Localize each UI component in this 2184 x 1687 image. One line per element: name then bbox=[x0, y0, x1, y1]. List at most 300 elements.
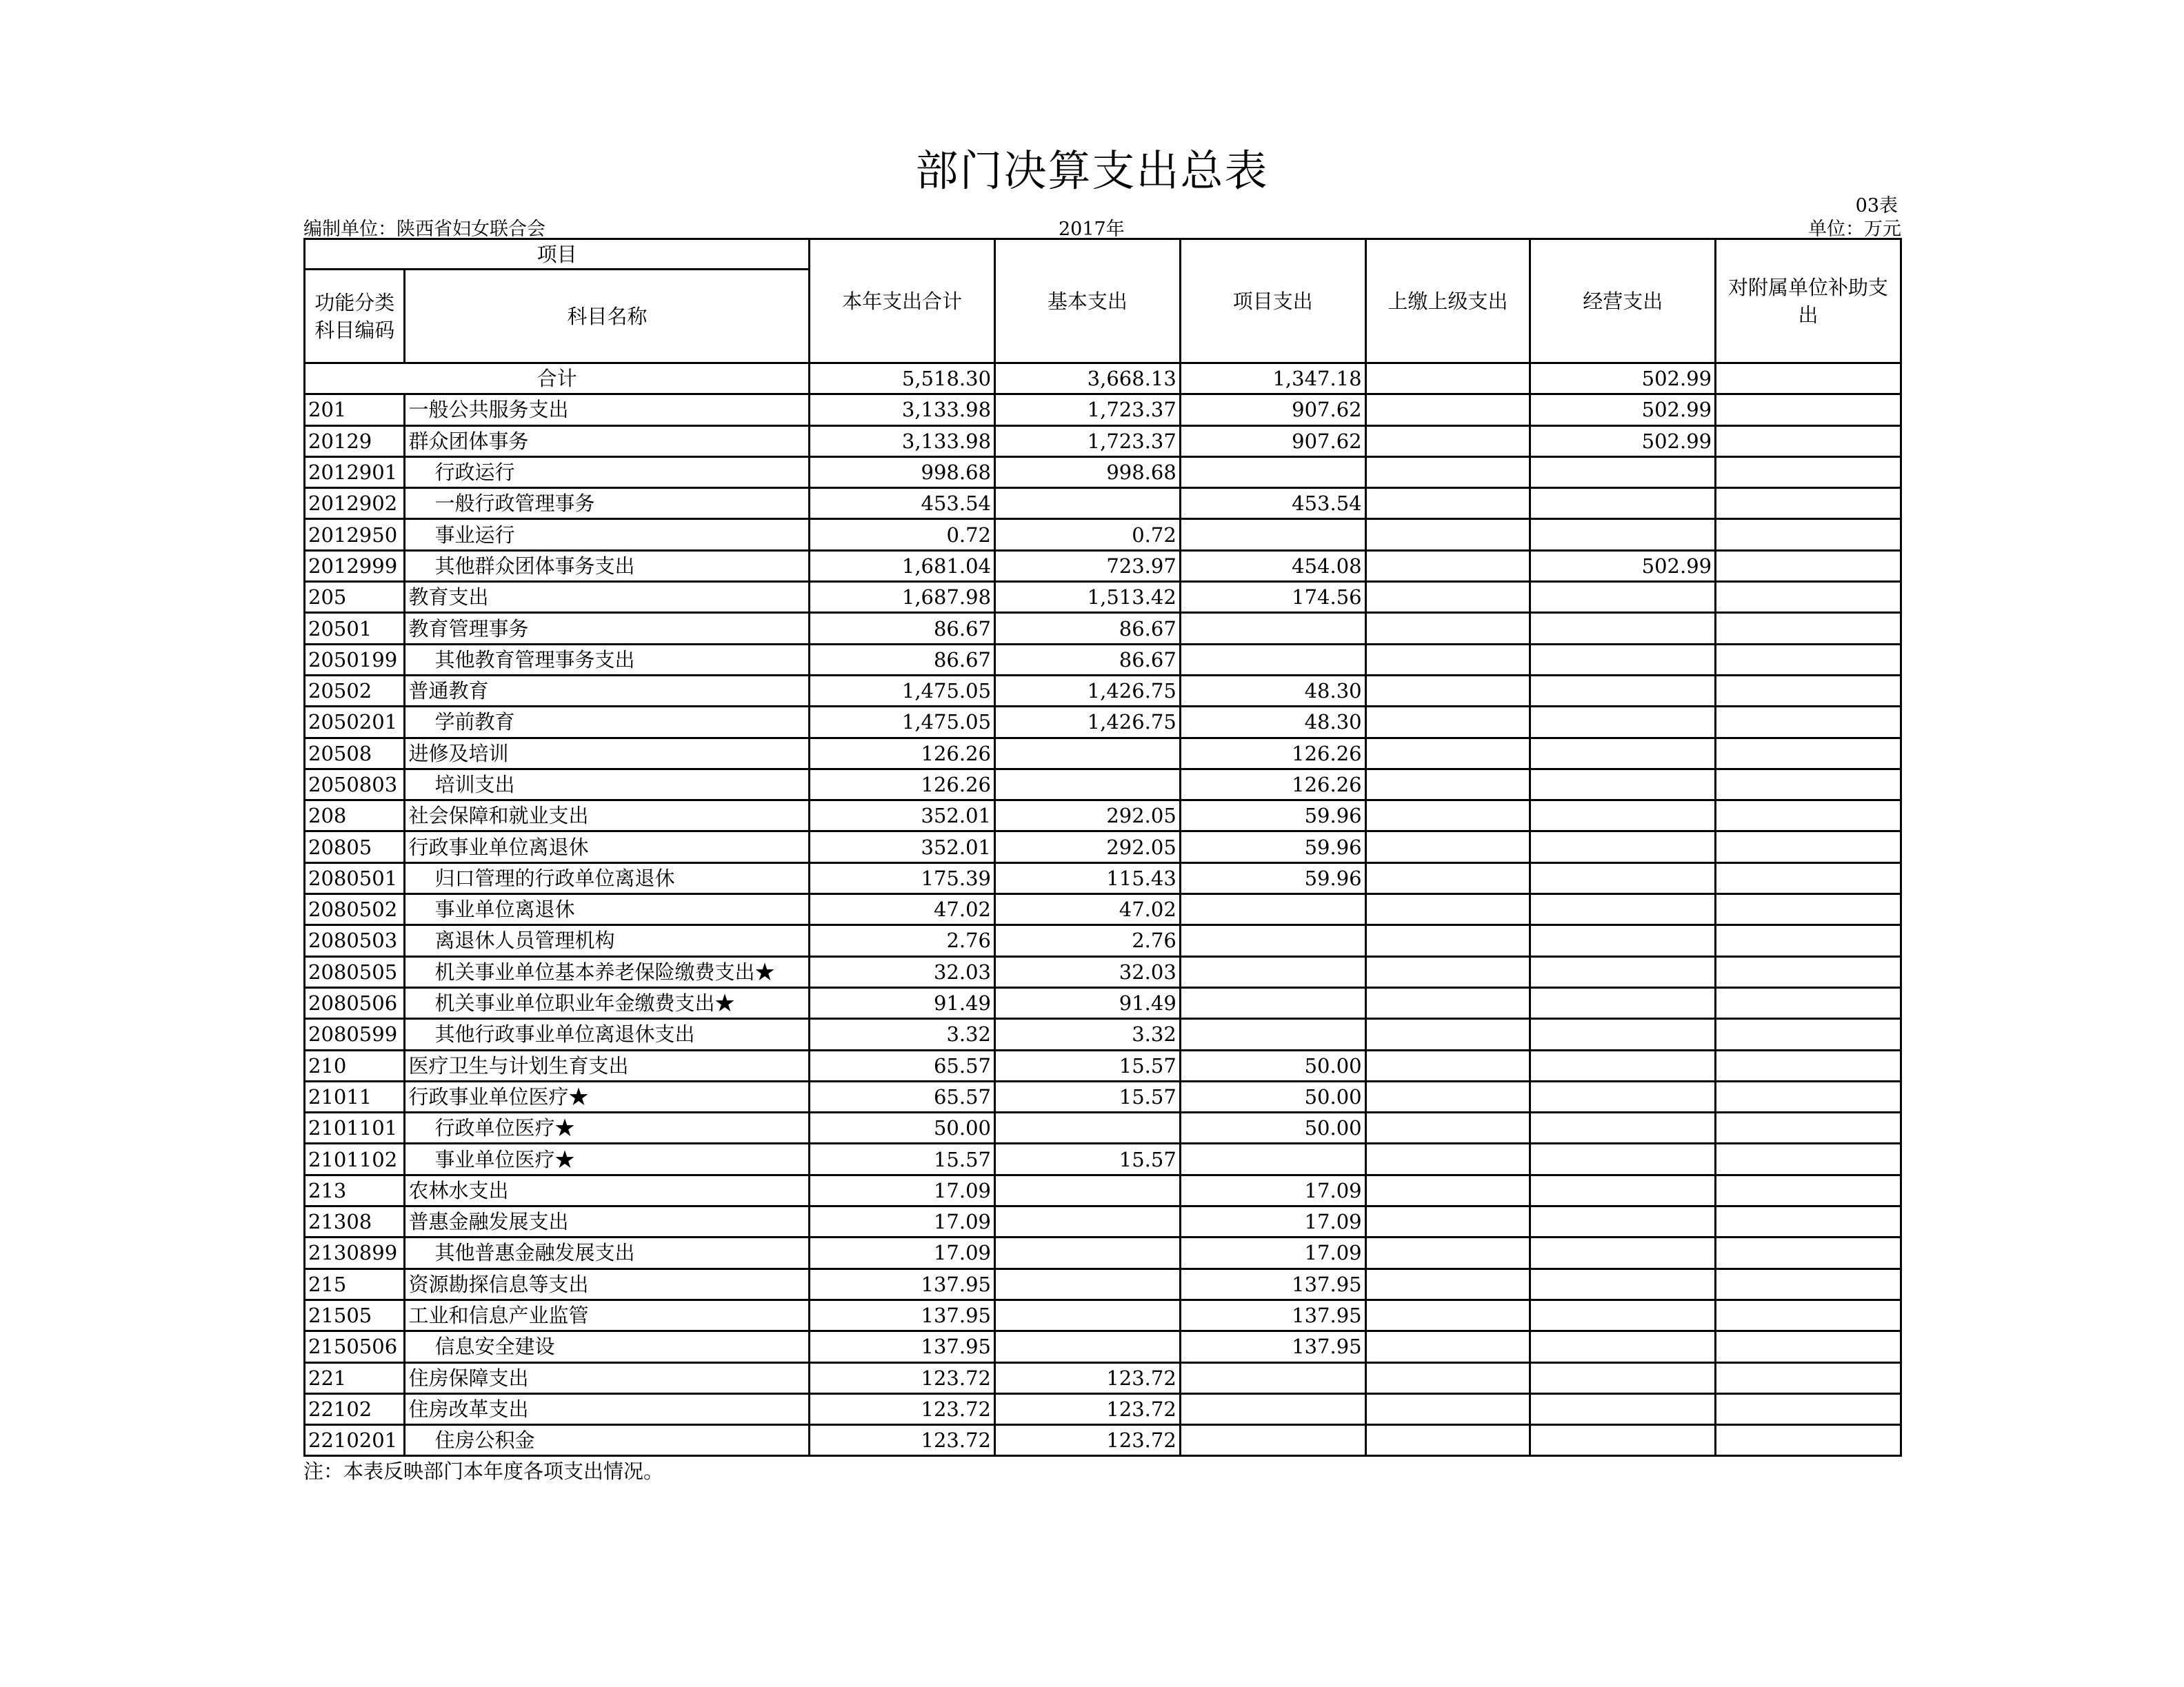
cell-upper bbox=[1365, 1393, 1530, 1424]
table-row bbox=[305, 1300, 1901, 1331]
cell-subsidy bbox=[1716, 1362, 1901, 1393]
cell-basic: 123.72 bbox=[995, 1393, 1181, 1424]
table-body bbox=[305, 363, 1901, 1456]
cell-name: 教育管理事务 bbox=[405, 613, 810, 644]
cell-name: 一般公共服务支出 bbox=[405, 394, 810, 425]
cell-project: 59.96 bbox=[1180, 831, 1365, 862]
cell-business bbox=[1530, 1113, 1716, 1144]
cell-project bbox=[1180, 1019, 1365, 1050]
cell-total: 137.95 bbox=[810, 1300, 995, 1331]
cell-business bbox=[1530, 1425, 1716, 1456]
cell-name: 培训支出 bbox=[405, 769, 810, 800]
cell-total: 352.01 bbox=[810, 831, 995, 862]
cell-upper bbox=[1365, 925, 1530, 956]
cell-basic: 91.49 bbox=[995, 987, 1181, 1018]
cell-subsidy bbox=[1716, 956, 1901, 987]
cell-business bbox=[1530, 894, 1716, 925]
table-row bbox=[305, 488, 1901, 519]
cell-basic: 2.76 bbox=[995, 925, 1181, 956]
cell-total: 1,687.98 bbox=[810, 582, 995, 613]
cell-total: 137.95 bbox=[810, 1269, 995, 1300]
table-row bbox=[305, 769, 1901, 800]
header-total: 本年支出合计 bbox=[810, 239, 995, 363]
cell-project: 59.96 bbox=[1180, 862, 1365, 893]
cell-subsidy bbox=[1716, 987, 1901, 1018]
cell-upper bbox=[1365, 831, 1530, 862]
cell-total: 47.02 bbox=[810, 894, 995, 925]
cell-total: 86.67 bbox=[810, 644, 995, 675]
cell-basic: 47.02 bbox=[995, 894, 1181, 925]
cell-name: 机关事业单位职业年金缴费支出★ bbox=[405, 987, 810, 1018]
cell-business bbox=[1530, 925, 1716, 956]
cell-basic: 123.72 bbox=[995, 1362, 1181, 1393]
cell-project bbox=[1180, 644, 1365, 675]
cell-total: 126.26 bbox=[810, 738, 995, 769]
cell-project bbox=[1180, 1425, 1365, 1456]
cell-basic: 86.67 bbox=[995, 613, 1181, 644]
cell-total: 1,681.04 bbox=[810, 550, 995, 581]
table-row bbox=[305, 1206, 1901, 1238]
cell-name: 资源勘探信息等支出 bbox=[405, 1269, 810, 1300]
cell-basic: 1,426.75 bbox=[995, 675, 1181, 706]
cell-business bbox=[1530, 488, 1716, 519]
cell-business: 502.99 bbox=[1530, 394, 1716, 425]
cell-project bbox=[1180, 894, 1365, 925]
table-row bbox=[305, 1331, 1901, 1362]
table-row bbox=[305, 925, 1901, 956]
cell-subsidy bbox=[1716, 862, 1901, 893]
cell-code: 2080501 bbox=[305, 862, 405, 893]
header-business: 经营支出 bbox=[1530, 239, 1716, 363]
table-row bbox=[305, 675, 1901, 706]
cell-subsidy bbox=[1716, 675, 1901, 706]
cell-basic bbox=[995, 1206, 1181, 1238]
cell-name: 事业单位离退休 bbox=[405, 894, 810, 925]
cell-name: 其他普惠金融发展支出 bbox=[405, 1238, 810, 1269]
cell-name: 信息安全建设 bbox=[405, 1331, 810, 1362]
cell-project: 174.56 bbox=[1180, 582, 1365, 613]
cell-subsidy bbox=[1716, 582, 1901, 613]
table-row bbox=[305, 582, 1901, 613]
page-title: 部门决算支出总表 bbox=[915, 145, 1269, 196]
cell-total: 65.57 bbox=[810, 1081, 995, 1112]
table-row bbox=[305, 1081, 1901, 1112]
cell-code: 20501 bbox=[305, 613, 405, 644]
cell-upper bbox=[1365, 987, 1530, 1018]
cell-basic: 1,426.75 bbox=[995, 707, 1181, 738]
cell-upper bbox=[1365, 519, 1530, 550]
cell-code: 2080506 bbox=[305, 987, 405, 1018]
table-row bbox=[305, 894, 1901, 925]
cell-subsidy bbox=[1716, 644, 1901, 675]
cell-basic: 15.57 bbox=[995, 1050, 1181, 1081]
cell-subsidy bbox=[1716, 831, 1901, 862]
cell-total: 0.72 bbox=[810, 519, 995, 550]
cell-upper bbox=[1365, 1425, 1530, 1456]
cell-upper bbox=[1365, 1019, 1530, 1050]
table-row bbox=[305, 1362, 1901, 1393]
cell-business: 502.99 bbox=[1530, 550, 1716, 581]
cell-project bbox=[1180, 456, 1365, 487]
cell-business bbox=[1530, 1331, 1716, 1362]
cell-code: 2150506 bbox=[305, 1331, 405, 1362]
cell-project bbox=[1180, 925, 1365, 956]
cell-upper bbox=[1365, 956, 1530, 987]
cell-name: 农林水支出 bbox=[405, 1175, 810, 1206]
cell-name: 社会保障和就业支出 bbox=[405, 800, 810, 831]
cell-project: 50.00 bbox=[1180, 1113, 1365, 1144]
table-number: 03表 bbox=[1855, 195, 1898, 216]
cell-upper bbox=[1365, 1238, 1530, 1269]
cell-subsidy bbox=[1716, 769, 1901, 800]
cell-project bbox=[1180, 1144, 1365, 1175]
cell-total: 123.72 bbox=[810, 1393, 995, 1424]
cell-name: 学前教育 bbox=[405, 707, 810, 738]
cell-business bbox=[1530, 519, 1716, 550]
cell-code: 2101101 bbox=[305, 1113, 405, 1144]
cell-total: 1,475.05 bbox=[810, 675, 995, 706]
report-meta bbox=[303, 214, 1901, 240]
cell-total: 3.32 bbox=[810, 1019, 995, 1050]
cell-basic: 3,668.13 bbox=[995, 363, 1181, 394]
cell-project: 907.62 bbox=[1180, 425, 1365, 456]
cell-basic: 1,513.42 bbox=[995, 582, 1181, 613]
cell-basic bbox=[995, 769, 1181, 800]
cell-subsidy bbox=[1716, 1331, 1901, 1362]
cell-upper bbox=[1365, 550, 1530, 581]
table-row bbox=[305, 644, 1901, 675]
cell-project: 137.95 bbox=[1180, 1331, 1365, 1362]
cell-total: 123.72 bbox=[810, 1425, 995, 1456]
cell-name: 普通教育 bbox=[405, 675, 810, 706]
cell-total: 5,518.30 bbox=[810, 363, 995, 394]
cell-name: 行政事业单位医疗★ bbox=[405, 1081, 810, 1112]
cell-project: 17.09 bbox=[1180, 1175, 1365, 1206]
table-row bbox=[305, 1238, 1901, 1269]
cell-total: 65.57 bbox=[810, 1050, 995, 1081]
table-row bbox=[305, 425, 1901, 456]
cell-total: 3,133.98 bbox=[810, 425, 995, 456]
cell-business bbox=[1530, 1019, 1716, 1050]
cell-total: 175.39 bbox=[810, 862, 995, 893]
cell-code: 201 bbox=[305, 394, 405, 425]
cell-subsidy bbox=[1716, 456, 1901, 487]
cell-name: 离退休人员管理机构 bbox=[405, 925, 810, 956]
cell-business bbox=[1530, 613, 1716, 644]
cell-subsidy bbox=[1716, 800, 1901, 831]
cell-project: 1,347.18 bbox=[1180, 363, 1365, 394]
cell-upper bbox=[1365, 1050, 1530, 1081]
table-row bbox=[305, 956, 1901, 987]
cell-business bbox=[1530, 800, 1716, 831]
cell-basic: 86.67 bbox=[995, 644, 1181, 675]
cell-basic bbox=[995, 738, 1181, 769]
cell-basic bbox=[995, 1113, 1181, 1144]
cell-business bbox=[1530, 1081, 1716, 1112]
cell-code: 2012999 bbox=[305, 550, 405, 581]
cell-name: 事业运行 bbox=[405, 519, 810, 550]
table-row bbox=[305, 550, 1901, 581]
cell-basic: 292.05 bbox=[995, 831, 1181, 862]
cell-project: 50.00 bbox=[1180, 1050, 1365, 1081]
cell-name: 住房保障支出 bbox=[405, 1362, 810, 1393]
cell-business bbox=[1530, 456, 1716, 487]
cell-upper bbox=[1365, 675, 1530, 706]
cell-project bbox=[1180, 987, 1365, 1018]
cell-basic bbox=[995, 1331, 1181, 1362]
cell-basic: 15.57 bbox=[995, 1081, 1181, 1112]
cell-code: 2080503 bbox=[305, 925, 405, 956]
cell-basic: 0.72 bbox=[995, 519, 1181, 550]
table-row bbox=[305, 738, 1901, 769]
cell-subsidy bbox=[1716, 1175, 1901, 1206]
cell-code: 20129 bbox=[305, 425, 405, 456]
header-code: 功能分类科目编码 bbox=[305, 270, 405, 363]
table-row bbox=[305, 519, 1901, 550]
cell-total: 50.00 bbox=[810, 1113, 995, 1144]
cell-basic: 115.43 bbox=[995, 862, 1181, 893]
cell-basic: 1,723.37 bbox=[995, 425, 1181, 456]
cell-code: 2080599 bbox=[305, 1019, 405, 1050]
cell-code: 2012902 bbox=[305, 488, 405, 519]
cell-upper bbox=[1365, 800, 1530, 831]
cell-total: 1,475.05 bbox=[810, 707, 995, 738]
cell-subsidy bbox=[1716, 1144, 1901, 1175]
cell-business bbox=[1530, 1206, 1716, 1238]
cell-subsidy bbox=[1716, 738, 1901, 769]
cell-code: 2050803 bbox=[305, 769, 405, 800]
header-item: 项目 bbox=[305, 239, 810, 270]
cell-project bbox=[1180, 1393, 1365, 1424]
cell-name: 机关事业单位基本养老保险缴费支出★ bbox=[405, 956, 810, 987]
cell-code: 21011 bbox=[305, 1081, 405, 1112]
cell-basic bbox=[995, 488, 1181, 519]
cell-upper bbox=[1365, 425, 1530, 456]
cell-name: 进修及培训 bbox=[405, 738, 810, 769]
cell-subsidy bbox=[1716, 1393, 1901, 1424]
cell-business bbox=[1530, 707, 1716, 738]
cell-basic: 32.03 bbox=[995, 956, 1181, 987]
cell-code: 205 bbox=[305, 582, 405, 613]
cell-project: 59.96 bbox=[1180, 800, 1365, 831]
cell-name: 一般行政管理事务 bbox=[405, 488, 810, 519]
cell-name: 群众团体事务 bbox=[405, 425, 810, 456]
cell-project bbox=[1180, 519, 1365, 550]
table-row bbox=[305, 456, 1901, 487]
table-row bbox=[305, 800, 1901, 831]
cell-project: 126.26 bbox=[1180, 738, 1365, 769]
cell-code: 221 bbox=[305, 1362, 405, 1393]
cell-project: 48.30 bbox=[1180, 675, 1365, 706]
cell-project: 453.54 bbox=[1180, 488, 1365, 519]
cell-upper bbox=[1365, 613, 1530, 644]
cell-project: 137.95 bbox=[1180, 1269, 1365, 1300]
cell-subsidy bbox=[1716, 894, 1901, 925]
cell-code: 2050201 bbox=[305, 707, 405, 738]
cell-code: 210 bbox=[305, 1050, 405, 1081]
expenditure-table bbox=[303, 238, 1902, 1457]
cell-upper bbox=[1365, 1113, 1530, 1144]
cell-code: 2210201 bbox=[305, 1425, 405, 1456]
cell-name: 教育支出 bbox=[405, 582, 810, 613]
header-upper: 上缴上级支出 bbox=[1365, 239, 1530, 363]
cell-business bbox=[1530, 1362, 1716, 1393]
cell-name: 其他群众团体事务支出 bbox=[405, 550, 810, 581]
cell-total: 123.72 bbox=[810, 1362, 995, 1393]
cell-total: 86.67 bbox=[810, 613, 995, 644]
table-row bbox=[305, 1425, 1901, 1456]
cell-code: 2012901 bbox=[305, 456, 405, 487]
cell-business bbox=[1530, 1238, 1716, 1269]
cell-business bbox=[1530, 1050, 1716, 1081]
cell-project: 454.08 bbox=[1180, 550, 1365, 581]
cell-subsidy bbox=[1716, 1300, 1901, 1331]
table-row bbox=[305, 1269, 1901, 1300]
table-row bbox=[305, 831, 1901, 862]
table-row bbox=[305, 1144, 1901, 1175]
cell-business bbox=[1530, 675, 1716, 706]
cell-upper bbox=[1365, 1331, 1530, 1362]
cell-subsidy bbox=[1716, 488, 1901, 519]
cell-basic: 123.72 bbox=[995, 1425, 1181, 1456]
cell-subsidy bbox=[1716, 363, 1901, 394]
table-row bbox=[305, 987, 1901, 1018]
cell-code: 21308 bbox=[305, 1206, 405, 1238]
cell-name: 其他教育管理事务支出 bbox=[405, 644, 810, 675]
cell-upper bbox=[1365, 1362, 1530, 1393]
cell-business: 502.99 bbox=[1530, 425, 1716, 456]
cell-name: 行政事业单位离退休 bbox=[405, 831, 810, 862]
cell-project: 17.09 bbox=[1180, 1206, 1365, 1238]
cell-name: 医疗卫生与计划生育支出 bbox=[405, 1050, 810, 1081]
cell-upper bbox=[1365, 1081, 1530, 1112]
cell-business bbox=[1530, 831, 1716, 862]
cell-total: 998.68 bbox=[810, 456, 995, 487]
cell-project bbox=[1180, 956, 1365, 987]
cell-code: 2080502 bbox=[305, 894, 405, 925]
cell-total: 17.09 bbox=[810, 1206, 995, 1238]
cell-total: 126.26 bbox=[810, 769, 995, 800]
cell-upper bbox=[1365, 488, 1530, 519]
cell-upper bbox=[1365, 1144, 1530, 1175]
cell-upper bbox=[1365, 394, 1530, 425]
header-basic: 基本支出 bbox=[995, 239, 1181, 363]
cell-code: 20508 bbox=[305, 738, 405, 769]
cell-code: 208 bbox=[305, 800, 405, 831]
cell-upper bbox=[1365, 582, 1530, 613]
cell-basic bbox=[995, 1300, 1181, 1331]
cell-project bbox=[1180, 1362, 1365, 1393]
cell-code: 2050199 bbox=[305, 644, 405, 675]
cell-subsidy bbox=[1716, 1238, 1901, 1269]
cell-code: 20502 bbox=[305, 675, 405, 706]
table-row bbox=[305, 394, 1901, 425]
table-row bbox=[305, 1113, 1901, 1144]
cell-upper bbox=[1365, 894, 1530, 925]
cell-business bbox=[1530, 1144, 1716, 1175]
cell-subsidy bbox=[1716, 1019, 1901, 1050]
cell-basic: 15.57 bbox=[995, 1144, 1181, 1175]
cell-subsidy bbox=[1716, 519, 1901, 550]
cell-total: 2.76 bbox=[810, 925, 995, 956]
cell-basic bbox=[995, 1269, 1181, 1300]
cell-business bbox=[1530, 582, 1716, 613]
total-row bbox=[305, 363, 1901, 394]
cell-project: 48.30 bbox=[1180, 707, 1365, 738]
cell-code: 215 bbox=[305, 1269, 405, 1300]
cell-business bbox=[1530, 1300, 1716, 1331]
cell-total: 352.01 bbox=[810, 800, 995, 831]
cell-subsidy bbox=[1716, 425, 1901, 456]
cell-business bbox=[1530, 769, 1716, 800]
cell-basic: 998.68 bbox=[995, 456, 1181, 487]
cell-code: 20805 bbox=[305, 831, 405, 862]
cell-subsidy bbox=[1716, 707, 1901, 738]
cell-business bbox=[1530, 1175, 1716, 1206]
cell-project bbox=[1180, 613, 1365, 644]
table-row bbox=[305, 1019, 1901, 1050]
cell-total: 91.49 bbox=[810, 987, 995, 1018]
table-row bbox=[305, 613, 1901, 644]
cell-basic: 1,723.37 bbox=[995, 394, 1181, 425]
year-label: 2017年 bbox=[1059, 219, 1125, 240]
cell-subsidy bbox=[1716, 1206, 1901, 1238]
cell-business bbox=[1530, 956, 1716, 987]
cell-total: 17.09 bbox=[810, 1238, 995, 1269]
cell-upper bbox=[1365, 1175, 1530, 1206]
cell-name: 归口管理的行政单位离退休 bbox=[405, 862, 810, 893]
cell-total: 15.57 bbox=[810, 1144, 995, 1175]
cell-upper bbox=[1365, 707, 1530, 738]
cell-business bbox=[1530, 644, 1716, 675]
cell-project: 50.00 bbox=[1180, 1081, 1365, 1112]
cell-basic: 292.05 bbox=[995, 800, 1181, 831]
cell-subsidy bbox=[1716, 1269, 1901, 1300]
cell-code: 2101102 bbox=[305, 1144, 405, 1175]
cell-subsidy bbox=[1716, 394, 1901, 425]
table-row bbox=[305, 862, 1901, 893]
cell-business bbox=[1530, 1393, 1716, 1424]
cell-total: 137.95 bbox=[810, 1331, 995, 1362]
cell-project: 907.62 bbox=[1180, 394, 1365, 425]
header-subsidy: 对附属单位补助支出 bbox=[1716, 239, 1901, 363]
table-row bbox=[305, 1050, 1901, 1081]
cell-upper bbox=[1365, 769, 1530, 800]
cell-code: 2080505 bbox=[305, 956, 405, 987]
cell-business bbox=[1530, 1269, 1716, 1300]
unit-label: 单位：万元 bbox=[1808, 219, 1901, 240]
cell-subsidy bbox=[1716, 1050, 1901, 1081]
cell-name: 其他行政事业单位离退休支出 bbox=[405, 1019, 810, 1050]
header-name: 科目名称 bbox=[405, 270, 810, 363]
cell-business bbox=[1530, 862, 1716, 893]
cell-code: 2130899 bbox=[305, 1238, 405, 1269]
cell-subsidy bbox=[1716, 613, 1901, 644]
cell-upper bbox=[1365, 1206, 1530, 1238]
cell-name: 住房改革支出 bbox=[405, 1393, 810, 1424]
cell-name: 行政运行 bbox=[405, 456, 810, 487]
cell-total: 32.03 bbox=[810, 956, 995, 987]
cell-name: 事业单位医疗★ bbox=[405, 1144, 810, 1175]
cell-subsidy bbox=[1716, 925, 1901, 956]
cell-code: 21505 bbox=[305, 1300, 405, 1331]
cell-upper bbox=[1365, 456, 1530, 487]
cell-code: 22102 bbox=[305, 1393, 405, 1424]
cell-code: 2012950 bbox=[305, 519, 405, 550]
cell-name: 行政单位医疗★ bbox=[405, 1113, 810, 1144]
cell-total: 453.54 bbox=[810, 488, 995, 519]
cell-business bbox=[1530, 738, 1716, 769]
